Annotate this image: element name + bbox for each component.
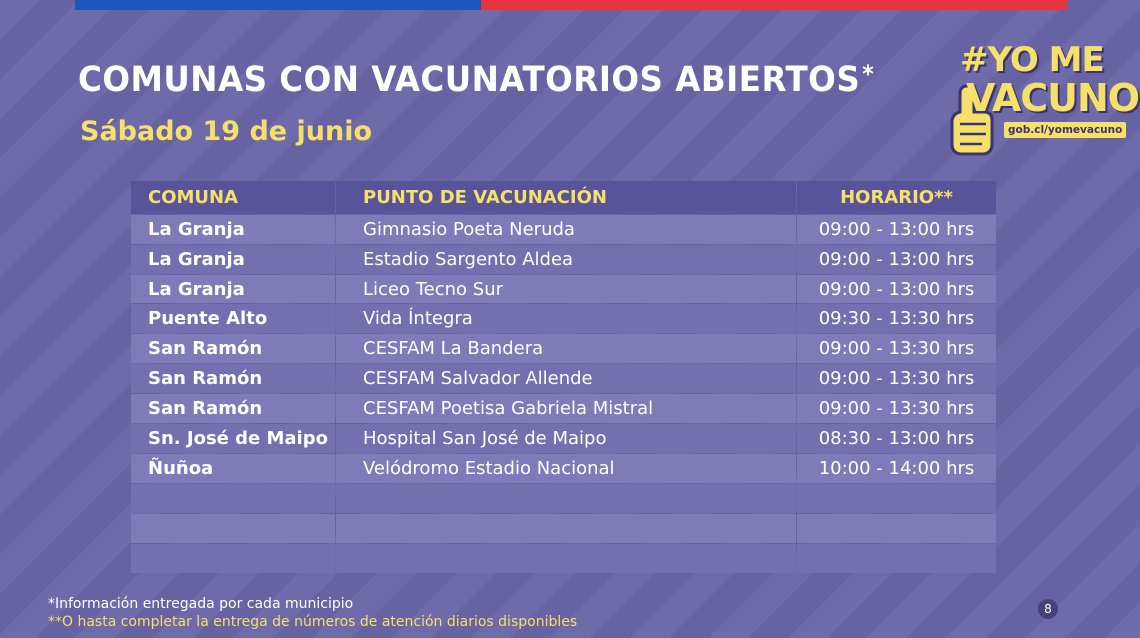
- cell-comuna: Puente Alto: [131, 304, 335, 333]
- cell-horario: 09:00 - 13:00 hrs: [797, 245, 996, 274]
- page-title-text: COMUNAS CON VACUNATORIOS ABIERTOS: [78, 60, 861, 100]
- table-row: [131, 514, 996, 543]
- table-row: [131, 544, 996, 573]
- page-number: 8: [1038, 599, 1058, 619]
- table-row: [131, 394, 996, 423]
- cell-punto: [336, 514, 796, 543]
- table-row: [131, 334, 996, 363]
- cell-horario: [797, 484, 996, 513]
- cell-punto: Estadio Sargento Aldea: [336, 245, 796, 274]
- cell-horario: 10:00 - 14:00 hrs: [797, 454, 996, 483]
- cell-comuna: La Granja: [131, 245, 335, 274]
- cell-comuna: Sn. José de Maipo: [131, 424, 335, 453]
- cell-horario: [797, 514, 996, 543]
- cell-horario: 08:30 - 13:00 hrs: [797, 424, 996, 453]
- cell-comuna: Ñuñoa: [131, 454, 335, 483]
- logo-url: gob.cl/yomevacuno: [1004, 122, 1126, 138]
- cell-horario: 09:00 - 13:30 hrs: [797, 364, 996, 393]
- yomevacuno-logo: [946, 40, 1140, 158]
- cell-comuna: La Granja: [131, 275, 335, 303]
- cell-punto: Liceo Tecno Sur: [336, 275, 796, 303]
- top-bar-blue: [75, 0, 481, 10]
- footnote-schedule: **O hasta completar la entrega de números de atención diarios disponibles: [48, 614, 578, 630]
- table-row: [131, 215, 996, 244]
- page-title-mark: *: [862, 60, 875, 88]
- column-header-horario: HORARIO**: [797, 181, 996, 214]
- cell-punto: [336, 544, 796, 573]
- table-row: [131, 484, 996, 513]
- cell-horario: 09:00 - 13:00 hrs: [797, 275, 996, 303]
- cell-punto: CESFAM La Bandera: [336, 334, 796, 363]
- column-header-punto: PUNTO DE VACUNACIÓN: [336, 181, 796, 214]
- cell-punto: [336, 484, 796, 513]
- logo-line1: #YO ME: [960, 40, 1104, 80]
- cell-horario: 09:00 - 13:30 hrs: [797, 394, 996, 423]
- table-row: [131, 275, 996, 303]
- table-row: [131, 245, 996, 274]
- top-bar-red: [481, 0, 1067, 10]
- cell-punto: Velódromo Estadio Nacional: [336, 454, 796, 483]
- cell-comuna: La Granja: [131, 215, 335, 244]
- cell-horario: 09:00 - 13:00 hrs: [797, 215, 996, 244]
- table-row: [131, 364, 996, 393]
- table-header: [131, 181, 996, 214]
- footnote-info: *Información entregada por cada municipio: [48, 596, 354, 612]
- cell-horario: [797, 544, 996, 573]
- table-row: [131, 454, 996, 483]
- cell-punto: CESFAM Poetisa Gabriela Mistral: [336, 394, 796, 423]
- cell-comuna: [131, 544, 335, 573]
- cell-comuna: San Ramón: [131, 364, 335, 393]
- cell-comuna: San Ramón: [131, 394, 335, 423]
- cell-punto: Hospital San José de Maipo: [336, 424, 796, 453]
- cell-punto: Vida Íntegra: [336, 304, 796, 333]
- cell-comuna: [131, 484, 335, 513]
- page-subtitle: Sábado 19 de junio: [80, 116, 373, 147]
- cell-punto: CESFAM Salvador Allende: [336, 364, 796, 393]
- column-header-comuna: COMUNA: [131, 181, 335, 214]
- cell-punto: Gimnasio Poeta Neruda: [336, 215, 796, 244]
- cell-horario: 09:30 - 13:30 hrs: [797, 304, 996, 333]
- cell-comuna: San Ramón: [131, 334, 335, 363]
- table-row: [131, 424, 996, 453]
- table-row: [131, 304, 996, 333]
- page-title: [78, 60, 874, 100]
- vaccination-table: [131, 181, 996, 574]
- logo-line2: VACUNO: [966, 76, 1140, 120]
- cell-comuna: [131, 514, 335, 543]
- cell-horario: 09:00 - 13:30 hrs: [797, 334, 996, 363]
